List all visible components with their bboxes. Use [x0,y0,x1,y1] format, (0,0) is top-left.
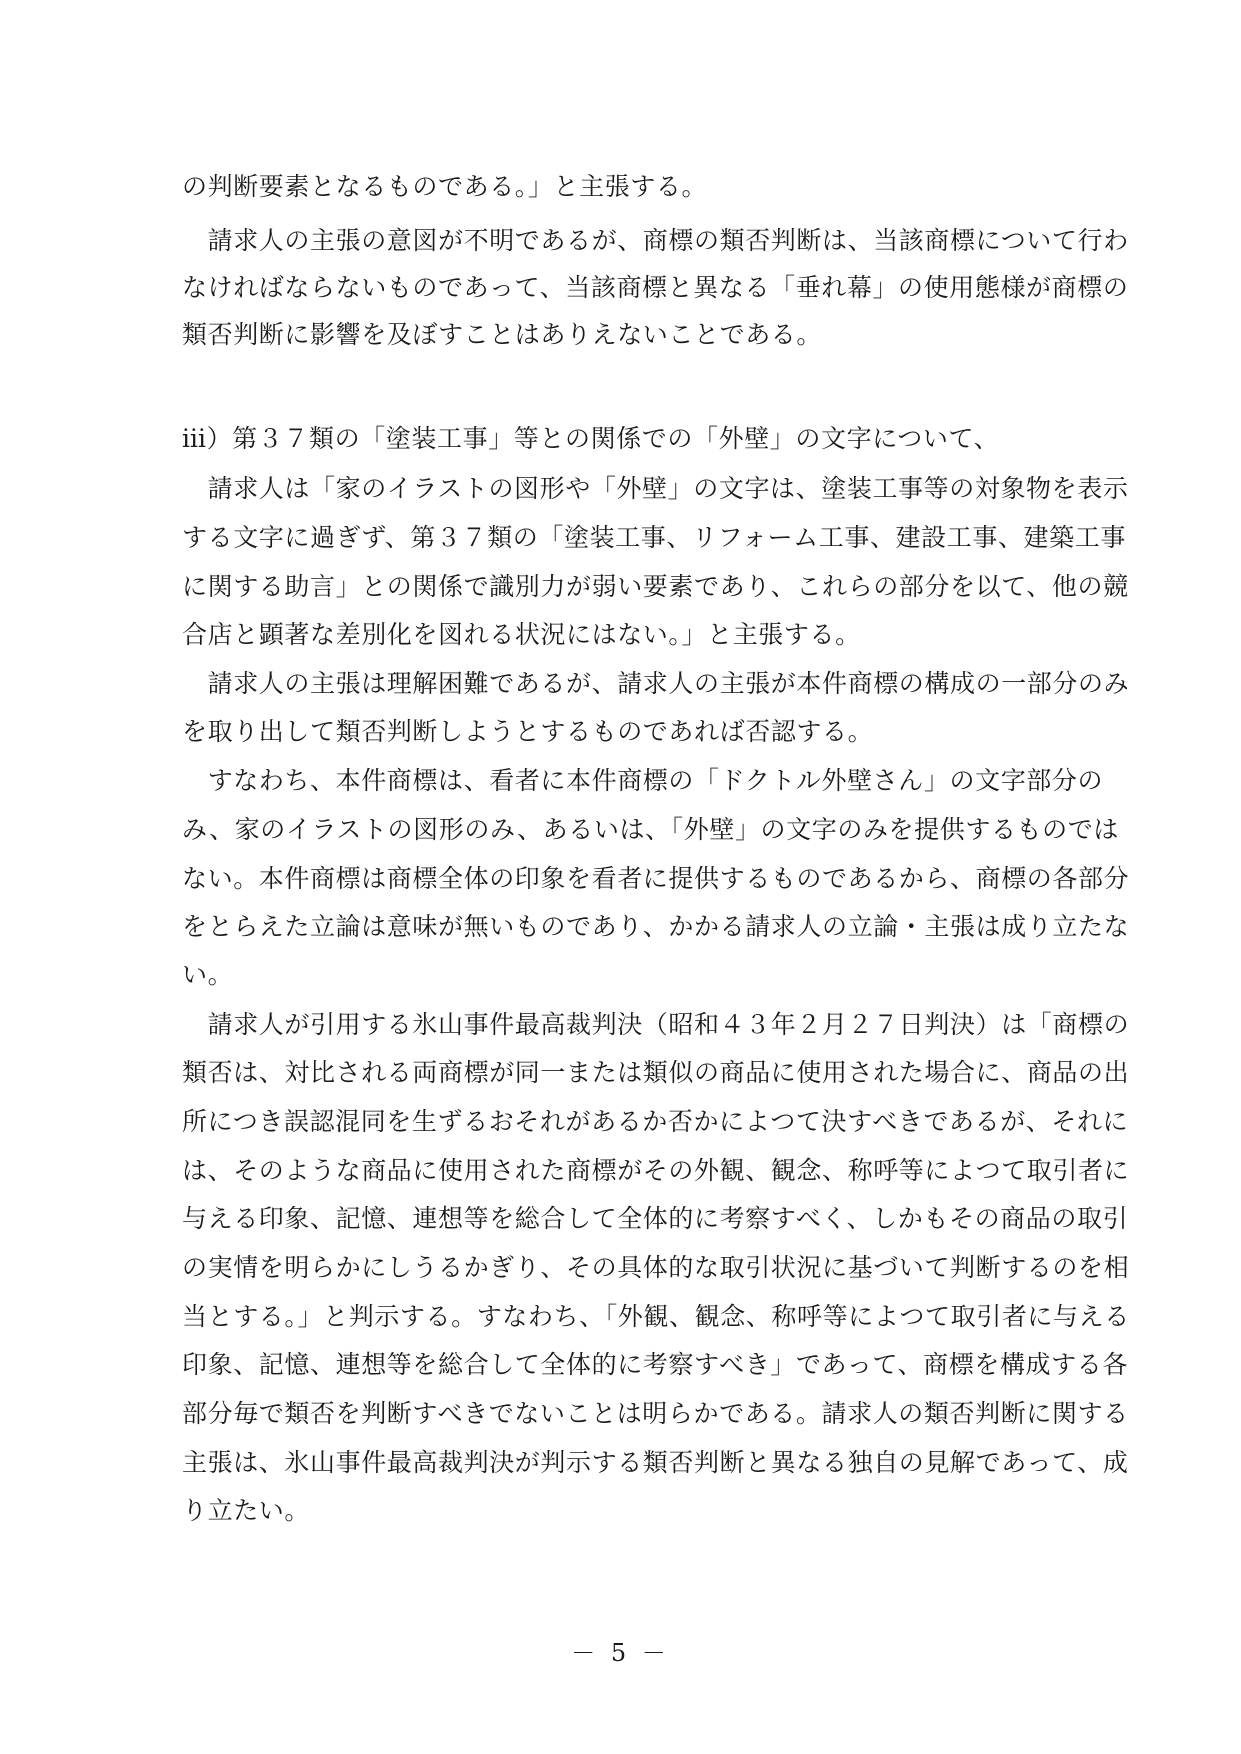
text-line: 部分毎で類否を判断すべきでないことは明らかである。請求人の類否判断に関する [182,1399,1129,1428]
text-line: なければならないものであって、当該商標と異なる「垂れ幕」の使用態様が商標の [182,273,1129,302]
text-line: 類否判断に影響を及ぼすことはありえないことである。 [182,320,823,349]
text-line: 印象、記憶、連想等を総合して全体的に考察すべき」であって、商標を構成する各 [182,1350,1128,1379]
text-line: 主張は、氷山事件最高裁判決が判示する類否判断と異なる独自の見解であって、成 [182,1448,1129,1477]
text-line: ない。本件商標は商標全体の印象を看者に提供するものであるから、商標の各部分 [182,864,1130,893]
text-line: 請求人は「家のイラストの図形や「外壁」の文字は、塗装工事等の対象物を表示 [182,474,1129,503]
text-line: の実情を明らかにしうるかぎり、その具体的な取引状況に基づいて判断するのを相 [182,1253,1130,1282]
section-heading: ⅲ）第３７類の「塗装工事」等との関係での「外壁」の文字について、 [182,424,1000,453]
text-line: 所につき誤認混同を生ずるおそれがあるか否かによつて決すべきであるが、それに [182,1107,1129,1136]
text-line: い。 [182,960,234,989]
text-line: すなわち、本件商標は、看者に本件商標の「ドクトル外壁さん」の文字部分の [182,766,1104,795]
text-line: の判断要素となるものである。」と主張する。 [182,172,708,201]
text-line: 請求人の主張は理解困難であるが、請求人の主張が本件商標の構成の一部分のみ [182,669,1130,698]
text-line: する文字に過ぎず、第３７類の「塗装工事、リフォーム工事、建設工事、建築工事 [182,523,1126,552]
text-line: をとらえた立論は意味が無いものであり、かかる請求人の立論・主張は成り立たな [182,912,1130,941]
text-line: 合店と顕著な差別化を図れる状況にはない。」と主張する。 [182,620,861,649]
text-line: み、家のイラストの図形のみ、あるいは、「外壁」の文字のみを提供するものでは [182,815,1119,844]
text-line: に関する助言」との関係で識別力が弱い要素であり、これらの部分を以て、他の競 [182,572,1129,601]
text-line: り立たい。 [182,1496,311,1525]
text-line: 与える印象、記憶、連想等を総合して全体的に考察すべく、しかもその商品の取引 [182,1204,1129,1233]
text-line: 当とする。」と判示する。すなわち、「外観、観念、称呼等によつて取引者に与える [182,1302,1130,1331]
page-number: － 5 － [571,1639,670,1667]
text-line: 類否は、対比される両商標が同一または類似の商品に使用された場合に、商品の出 [182,1058,1130,1087]
text-line: を取り出して類否判断しようとするものであれば否認する。 [182,717,874,746]
text-line: は、そのような商品に使用された商標がその外観、観念、称呼等によつて取引者に [182,1156,1130,1185]
text-line: 請求人が引用する氷山事件最高裁判決（昭和４３年２月２７日判決）は「商標の [182,1010,1130,1039]
text-line: 請求人の主張の意図が不明であるが、商標の類否判断は、当該商標について行わ [182,226,1129,255]
